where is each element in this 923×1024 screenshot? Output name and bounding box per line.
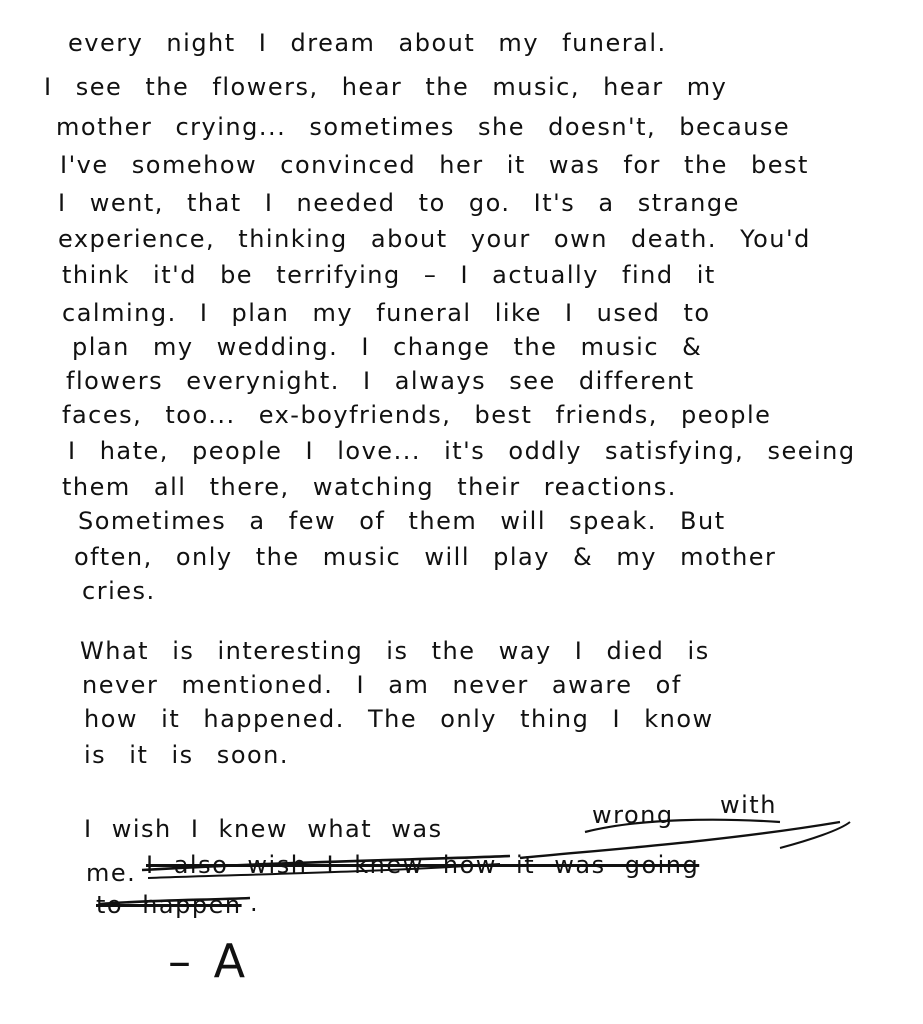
letter-line-4: I've somehow convinced her it was for the best [60, 151, 809, 179]
letter-line-9: plan my wedding. I change the music & [72, 333, 703, 361]
letter-line-23-struck: to happen [96, 891, 242, 919]
letter-line-21-plain: I wish I knew what was [84, 815, 443, 843]
signature: – A [168, 934, 250, 988]
letter-line-17: What is interesting is the way I died is [80, 637, 710, 665]
letter-line-1: every night I dream about my funeral. [68, 29, 667, 57]
letter-line-22-plain: me. [86, 859, 137, 887]
letter-line-8: calming. I plan my funeral like I used to [62, 299, 711, 327]
letter-line-20: is it is soon. [84, 741, 290, 769]
letter-line-13: them all there, watching their reactions. [62, 473, 677, 501]
letter-line-2: I see the flowers, hear the music, hear my [44, 73, 728, 101]
letter-line-22-struck: I also wish I knew how it was going [146, 851, 700, 879]
letter-line-16: cries. [82, 577, 156, 605]
letter-line-12: I hate, people I love... it's oddly satisfying, seeing [68, 437, 856, 465]
letter-line-11: faces, too... ex-boyfriends, best friends, people [62, 401, 772, 429]
letter-line-18: never mentioned. I am never aware of [82, 671, 682, 699]
letter-line-19: how it happened. The only thing I know [84, 705, 714, 733]
letter-line-21-tail: with [720, 791, 777, 819]
letter-line-6: experience, thinking about your own death. You'd [58, 225, 811, 253]
letter-line-3: mother crying... sometimes she doesn't, because [56, 113, 791, 141]
letter-line-15: often, only the music will play & my mother [74, 543, 777, 571]
letter-line-5: I went, that I needed to go. It's a strange [58, 189, 740, 217]
letter-line-10: flowers everynight. I always see different [66, 367, 695, 395]
letter-line-7: think it'd be terrifying – I actually find it [62, 261, 716, 289]
letter-line-14: Sometimes a few of them will speak. But [78, 507, 726, 535]
letter-line-23-tail: . [250, 889, 260, 917]
letter-line-21-struck: wrong [592, 801, 674, 829]
